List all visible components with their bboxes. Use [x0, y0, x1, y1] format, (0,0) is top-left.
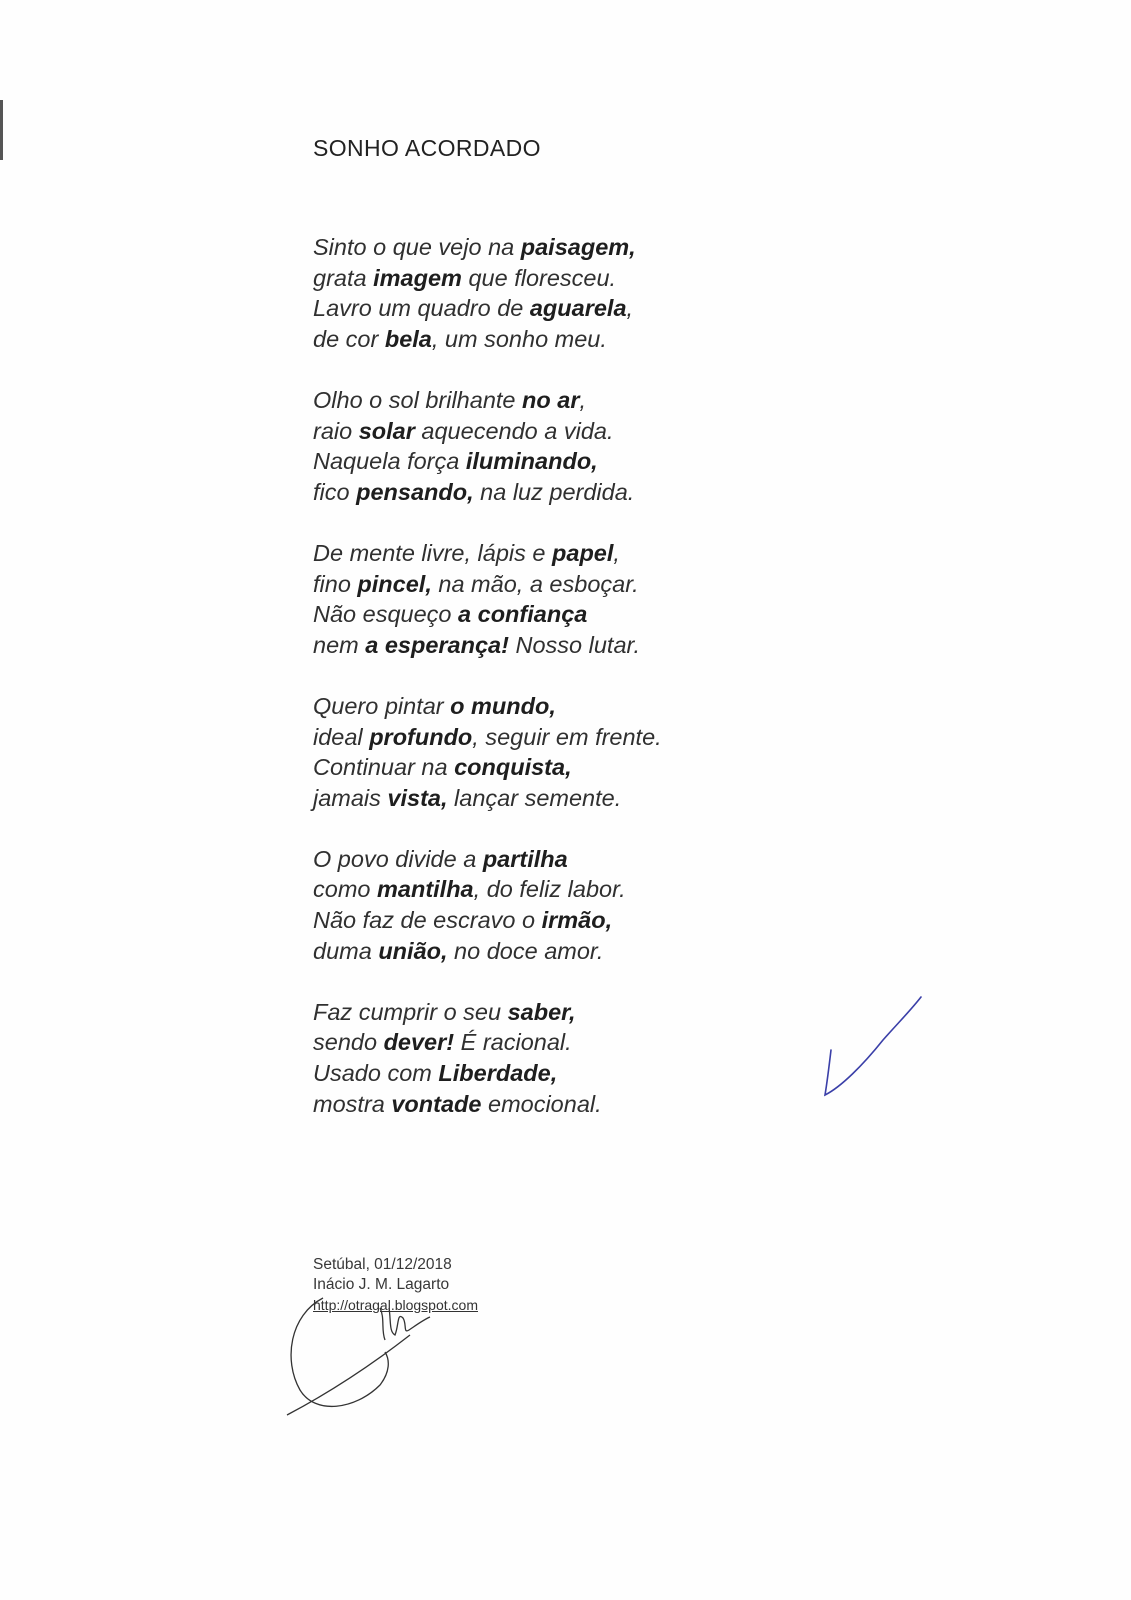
poem-line [313, 905, 873, 936]
poem-line [313, 477, 873, 508]
line-text: Faz cumprir o seu [313, 998, 508, 1025]
poem-line [313, 1089, 873, 1120]
emphasized-word: pensando, [356, 478, 474, 505]
emphasized-word: a confiança [458, 601, 588, 628]
line-text: Nosso lutar. [508, 631, 640, 658]
poem-title: SONHO ACORDADO [313, 135, 541, 161]
line-text: fico [313, 478, 357, 505]
poem-line [313, 416, 873, 447]
line-text: Olho o sol brilhante [313, 386, 523, 413]
line-text: , [626, 295, 634, 322]
line-text: É racional. [454, 1029, 572, 1056]
emphasized-word: dever! [383, 1029, 455, 1056]
place-date: Setúbal, 01/12/2018 [313, 1256, 452, 1273]
line-text: na mão, a esboçar. [431, 570, 639, 597]
emphasized-word: vontade [391, 1090, 482, 1117]
line-text: de cor [313, 325, 385, 352]
poem-line [313, 844, 873, 875]
poem-line [313, 293, 873, 324]
stanza [313, 844, 873, 966]
line-text: ideal [313, 723, 370, 750]
line-text: sendo [313, 1029, 384, 1056]
emphasized-word: a esperança! [365, 631, 509, 658]
line-text: jamais [313, 784, 388, 811]
poem-line [313, 569, 873, 600]
emphasized-word: o mundo, [450, 692, 556, 719]
line-text: duma [313, 937, 379, 964]
poem-line [313, 1058, 873, 1089]
line-text: Continuar na [313, 754, 455, 781]
line-text: nem [313, 631, 366, 658]
line-text: Quero pintar [313, 692, 451, 719]
emphasized-word: papel [552, 539, 614, 566]
poem-line [313, 446, 873, 477]
line-text: emocional. [481, 1090, 602, 1117]
emphasized-word: saber, [507, 998, 576, 1025]
blog-link[interactable]: http://otragal.blogspot.com [313, 1297, 478, 1313]
stanza [313, 385, 873, 507]
emphasized-word: solar [358, 417, 415, 444]
line-text: grata [313, 264, 374, 291]
emphasized-word: no ar [522, 386, 580, 413]
line-text: Lavro um quadro de [313, 295, 530, 322]
poem-line [313, 691, 873, 722]
poem-line [313, 232, 873, 263]
emphasized-word: paisagem, [520, 234, 636, 260]
stanza [313, 232, 873, 354]
line-text: na luz perdida. [473, 478, 635, 505]
poem-line [313, 385, 873, 416]
emphasized-word: Liberdade, [438, 1060, 558, 1087]
emphasized-word: profundo [369, 723, 473, 750]
line-text: aquecendo a vida. [414, 417, 614, 444]
poem-line [313, 997, 873, 1028]
poem-line [313, 783, 873, 814]
emphasized-word: conquista, [454, 754, 572, 781]
line-text: como [313, 876, 377, 903]
poem-line [313, 630, 873, 661]
emphasized-word: bela [384, 325, 432, 352]
author-name: Inácio J. M. Lagarto [313, 1276, 450, 1293]
emphasized-word: iluminando, [465, 448, 598, 475]
line-text: Não faz de escravo o [313, 907, 542, 934]
handwritten-signature [285, 1290, 465, 1440]
line-text: , do feliz labor. [473, 876, 626, 903]
poem-body [313, 232, 873, 1150]
emphasized-word: vista, [387, 784, 448, 811]
emphasized-word: aguarela [529, 295, 627, 322]
poem-line [313, 1027, 873, 1058]
line-text: De mente livre, lápis e [313, 539, 553, 566]
stanza [313, 691, 873, 813]
line-text: Não esqueço [313, 601, 459, 628]
poem-line [313, 324, 873, 355]
stanza [313, 997, 873, 1119]
emphasized-word: irmão, [541, 907, 613, 934]
line-text: , um sonho meu. [431, 325, 607, 352]
scan-edge-mark [0, 100, 3, 160]
checkmark-icon [823, 995, 933, 1115]
emphasized-word: mantilha [377, 876, 474, 903]
line-text: lançar semente. [447, 784, 622, 811]
line-text: no doce amor. [447, 937, 604, 964]
line-text: , [579, 386, 587, 413]
line-text: O povo divide a [313, 845, 483, 872]
poem-line [313, 263, 873, 294]
stanza [313, 538, 873, 660]
poem-line [313, 936, 873, 967]
line-text: fino [313, 570, 358, 597]
emphasized-word: partilha [482, 845, 568, 872]
line-text: raio [313, 417, 359, 444]
emphasized-word: pincel, [357, 570, 432, 597]
line-text: Usado com [313, 1060, 439, 1087]
line-text: que floresceu. [461, 264, 617, 291]
line-text: , [613, 539, 620, 566]
line-text: , seguir em frente. [472, 723, 662, 750]
line-text: Sinto o que vejo na [313, 234, 521, 260]
poem-line [313, 874, 873, 905]
poem-line [313, 752, 873, 783]
emphasized-word: imagem [373, 264, 462, 291]
emphasized-word: união, [378, 937, 448, 964]
poem-line [313, 722, 873, 753]
line-text: mostra [313, 1090, 392, 1117]
line-text: Naquela força [313, 448, 466, 475]
poem-line [313, 599, 873, 630]
poem-line [313, 538, 873, 569]
